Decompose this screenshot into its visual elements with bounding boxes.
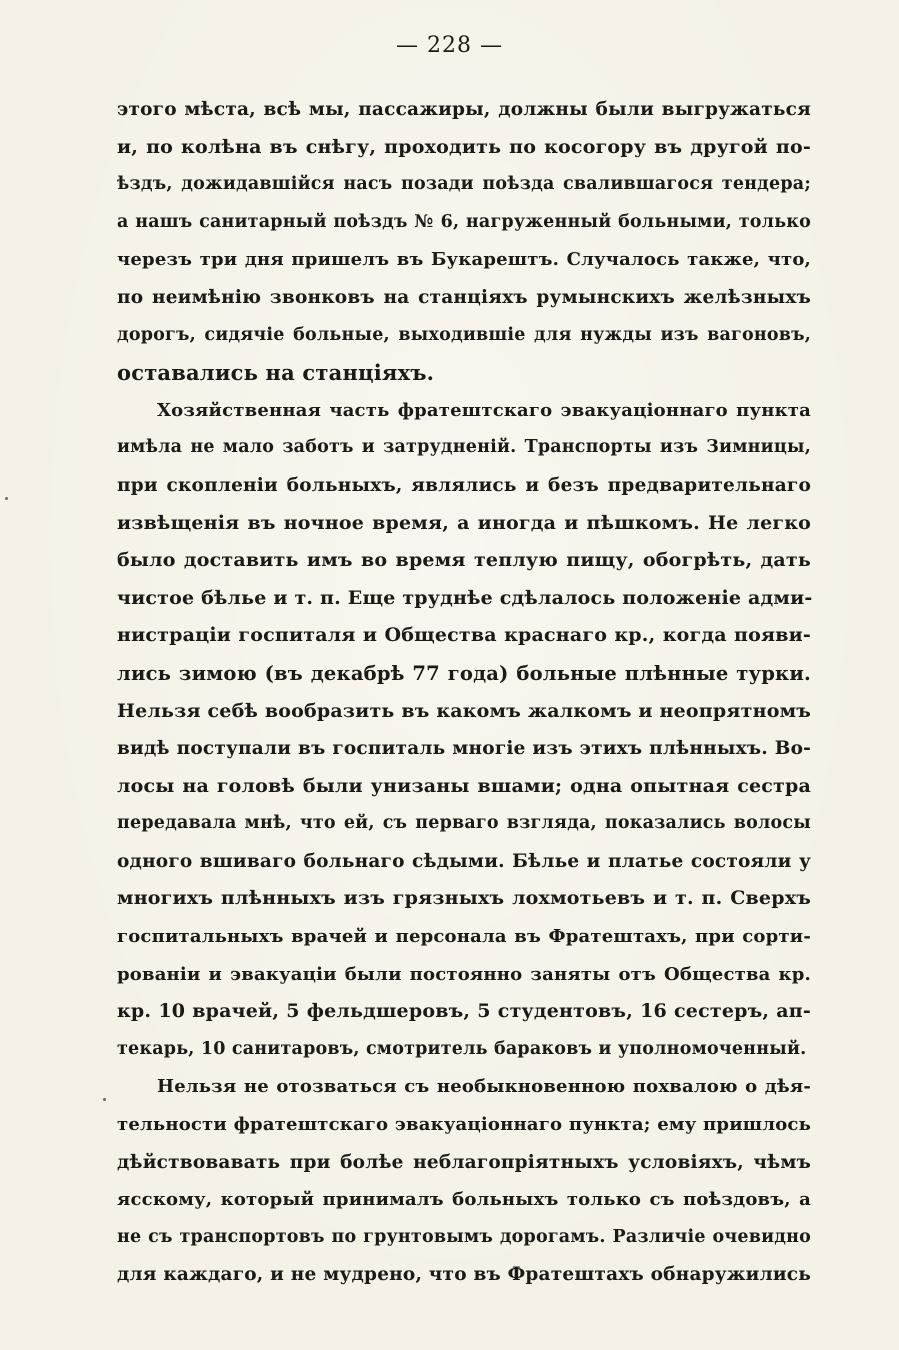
text-line: для каждаго, и не мудрено, что въ Фратештахъ обнаружились <box>117 1264 811 1286</box>
text-line: оставались на станціяхъ. <box>117 360 435 386</box>
text-line: дорогъ, сидячіе больные, выходившіе для нужды изъ вагоновъ, <box>117 324 811 345</box>
text-line: многихъ плѣнныхъ изъ грязныхъ лохмотьевъ и т. п. Сверхъ <box>117 887 811 910</box>
text-line: нистраціи госпиталя и Общества краснаго кр., когда появи- <box>117 624 811 647</box>
paragraph-first-line: Нельзя не отозваться съ необыкновенною похвалою о дѣя- <box>157 1076 811 1098</box>
paragraph-first-line: Хозяйственная часть фратештскаго эвакуаціоннаго пункта <box>157 399 811 421</box>
text-line: видѣ поступали въ госпиталь многіе изъ этихъ плѣнныхъ. Во- <box>117 738 811 760</box>
paper-speck <box>103 1098 106 1101</box>
text-line: госпитальныхъ врачей и персонала въ Фратештахъ, при сорти- <box>117 926 811 948</box>
paper-speck <box>5 497 8 500</box>
text-line: текарь, 10 санитаровъ, смотритель бараковъ и уполномоченный. <box>117 1038 807 1059</box>
text-line: ясскому, который принималъ больныхъ только съ поѣздовъ, а <box>117 1189 811 1211</box>
text-line: одного вшиваго больнаго сѣдыми. Бѣлье и платье состояли у <box>117 850 811 872</box>
text-line: и, по колѣна въ снѣгу, проходить по косогору въ другой по- <box>117 135 811 158</box>
text-line: кр. 10 врачей, 5 фельдшеровъ, 5 студентовъ, 16 сестеръ, ап- <box>117 1000 811 1023</box>
text-line: при скопленіи больныхъ, являлись и безъ предварительнаго <box>117 474 811 496</box>
text-line: рованіи и эвакуаціи были постоянно заняты отъ Общества кр. <box>117 963 811 985</box>
text-line: черезъ три дня пришелъ въ Букарештъ. Случалось также, что, <box>117 249 811 271</box>
text-line: Нельзя себѣ вообразить въ какомъ жалкомъ и неопрятномъ <box>117 699 812 722</box>
text-line: лись зимою (въ декабрѣ 77 года) больные плѣнные турки. <box>117 661 811 685</box>
body-text <box>117 91 811 1294</box>
page-number: — 228 — <box>396 33 503 58</box>
text-line: не съ транспортовъ по грунтовымъ дорогамъ. Различіе очевидно <box>117 1226 811 1247</box>
text-line: тельности фратештскаго эвакуаціоннаго пункта; ему пришлось <box>117 1114 811 1136</box>
text-line: лосы на головѣ были унизаны вшами; одна опытная сестра <box>117 774 811 797</box>
text-line: передавала мнѣ, что ей, съ перваго взгляда, показались волосы <box>117 813 811 834</box>
text-line: имѣла не мало заботъ и затрудненій. Транспорты изъ Зимницы, <box>117 437 811 458</box>
text-line: а нашъ санитарный поѣздъ № 6, нагруженный больными, только <box>117 211 811 232</box>
text-line: дѣйствовавать при болѣе неблагопріятныхъ условіяхъ, чѣмъ <box>117 1151 811 1173</box>
text-line: этого мѣста, всѣ мы, пассажиры, должны были выгружаться <box>117 99 811 120</box>
text-line: по неимѣнію звонковъ на станціяхъ румынскихъ желѣзныхъ <box>117 286 811 308</box>
text-line: чистое бѣлье и т. п. Еще труднѣе сдѣлалось положеніе адми- <box>117 586 813 609</box>
text-line: извѣщенія въ ночное время, а иногда и пѣшкомъ. Не легко <box>117 511 811 534</box>
text-line: ѣздъ, дожидавшійся насъ позади поѣзда свалившагося тендера; <box>117 174 811 195</box>
text-line: было доставить имъ во время теплую пищу, обогрѣть, дать <box>117 549 811 572</box>
